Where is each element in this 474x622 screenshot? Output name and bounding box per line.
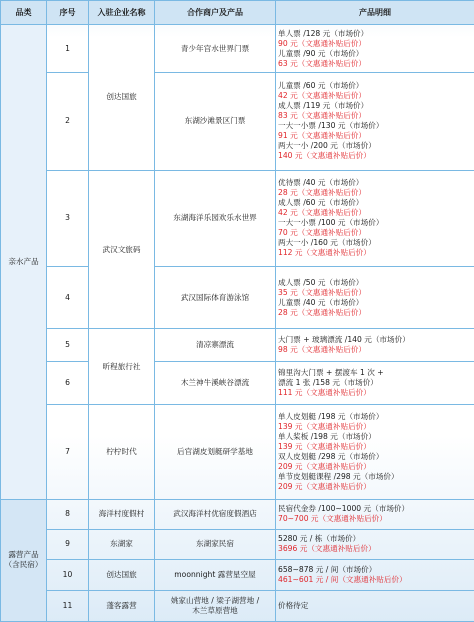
product-details	[276, 559, 474, 590]
merchant-product: 木兰神牛溪峡谷漂流	[155, 361, 276, 405]
subsidy-price-line: 90 元（文惠通补贴后价）	[278, 38, 367, 48]
subsidy-price-line: 111 元（文惠通补贴后价）	[278, 387, 371, 397]
price-line: 单人票 /128 元（市场价）	[278, 28, 369, 38]
category-camping: 露营产品（含民宿）	[1, 499, 47, 621]
enterprise-name: 东湖家	[89, 529, 155, 559]
enterprise-name: 柠柠时代	[89, 405, 155, 499]
row-number: 6	[47, 361, 89, 405]
merchant-product: moonnight 露营星空屋	[155, 559, 276, 590]
header-enterprise: 入驻企业名称	[89, 1, 155, 25]
enterprise-name: 武汉文旅码	[89, 170, 155, 329]
enterprise-name: 蓬客露营	[89, 590, 155, 621]
row-number: 1	[47, 25, 89, 73]
product-details	[276, 590, 474, 621]
merchant-product: 武汉海洋村优宿度假酒店	[155, 499, 276, 529]
table-row	[1, 559, 474, 590]
header-row	[1, 1, 474, 25]
table-row	[1, 405, 474, 499]
product-details	[276, 329, 474, 361]
product-details	[276, 529, 474, 559]
subsidy-price-line: 3696 元（文惠通补贴后价）	[278, 544, 376, 554]
row-number: 5	[47, 329, 89, 361]
subsidy-price-line: 91 元（文惠通补贴后价）	[278, 131, 367, 141]
subsidy-price-line: 139 元（文惠通补贴后价）	[278, 422, 371, 432]
price-line: 儿童票 /90 元（市场价）	[278, 48, 364, 58]
row-number: 9	[47, 529, 89, 559]
product-details	[276, 25, 474, 73]
price-line: 单人桨板 /198 元（市场价）	[278, 432, 376, 442]
row-number: 3	[47, 170, 89, 266]
price-line: 单人皮划艇 /198 元（市场价）	[278, 412, 384, 422]
merchant-product-line: 木兰草原营地	[192, 605, 238, 615]
merchant-product: 东湖沙滩景区门票	[155, 73, 276, 171]
enterprise-name: 昕程旅行社	[89, 329, 155, 405]
subsidy-price-line: 112 元（文惠通补贴后价）	[278, 248, 371, 258]
price-line: 成人票 /50 元（市场价）	[278, 277, 364, 287]
table-row	[1, 25, 474, 73]
table-row	[1, 499, 474, 529]
price-line: 锦里沟大门票 + 摆渡车 1 次 +	[278, 367, 384, 377]
subsidy-price-line: 209 元（文惠通补贴后价）	[278, 482, 371, 492]
subsidy-price-line: 98 元（文惠通补贴后价）	[278, 344, 367, 354]
table-row	[1, 361, 474, 405]
row-number: 2	[47, 73, 89, 171]
product-details	[276, 267, 474, 329]
table-row	[1, 73, 474, 171]
row-number: 10	[47, 559, 89, 590]
subsidy-price-line: 83 元（文惠通补贴后价）	[278, 111, 367, 121]
product-details	[276, 499, 474, 529]
product-details	[276, 170, 474, 266]
price-line: 儿童票 /40 元（市场价）	[278, 297, 364, 307]
header-product-details: 产品明细	[276, 1, 474, 25]
price-line: 漂流 1 张 /158 元（市场价）	[278, 377, 378, 387]
price-line: 成人票 /119 元（市场价）	[278, 101, 369, 111]
price-line: 民宿代金券 /100~1000 元（市场价）	[278, 504, 410, 514]
product-details	[276, 405, 474, 499]
subsidy-price-line: 28 元（文惠通补贴后价）	[278, 307, 367, 317]
row-number: 11	[47, 590, 89, 621]
row-number: 4	[47, 267, 89, 329]
merchant-product	[155, 590, 276, 621]
header-merchant-product: 合作商户及产品	[155, 1, 276, 25]
enterprise-name: 创达国旅	[89, 25, 155, 171]
subsidy-price-line: 70 元（文惠通补贴后价）	[278, 228, 367, 238]
row-number: 8	[47, 499, 89, 529]
subsidy-price-line: 42 元（文惠通补贴后价）	[278, 91, 367, 101]
product-details	[276, 361, 474, 405]
enterprise-name: 创达国旅	[89, 559, 155, 590]
product-details	[276, 73, 474, 171]
subsidy-price-line: 209 元（文惠通补贴后价）	[278, 462, 371, 472]
header-category: 品类	[1, 1, 47, 25]
price-line: 优待票 /40 元（市场价）	[278, 178, 364, 188]
table-row	[1, 529, 474, 559]
category-water: 亲水产品	[1, 25, 47, 500]
table-row	[1, 590, 474, 621]
price-line: 5280 元 / 栋（市场价）	[278, 534, 361, 544]
subsidy-price-line: 461~601 元 / 间（文惠通补贴后价）	[278, 574, 407, 584]
merchant-product-line: 姚家山营地 / 梁子湖营地 /	[170, 595, 260, 605]
subsidy-price-line: 140 元（文惠通补贴后价）	[278, 151, 371, 161]
subsidy-price-line: 28 元（文惠通补贴后价）	[278, 188, 367, 198]
merchant-product: 后官湖皮划艇研学基地	[155, 405, 276, 499]
table-row	[1, 170, 474, 266]
subsidy-price-line: 139 元（文惠通补贴后价）	[278, 442, 371, 452]
merchant-product: 武汉国际体育游泳馆	[155, 267, 276, 329]
enterprise-name: 海洋村度假村	[89, 499, 155, 529]
merchant-product: 东湖海洋乐园欢乐水世界	[155, 170, 276, 266]
price-line: 儿童票 /60 元（市场价）	[278, 81, 364, 91]
price-line: 大门票 + 玻璃漂流 /140 元（市场价）	[278, 334, 410, 344]
price-line: 两大一小 /200 元（市场价）	[278, 141, 376, 151]
table-row	[1, 267, 474, 329]
subsidy-price-line: 35 元（文惠通补贴后价）	[278, 287, 367, 297]
merchant-product: 青少年宫水世界门票	[155, 25, 276, 73]
price-line: 单节皮划艇课程 /298 元（市场价）	[278, 472, 399, 482]
merchant-product: 东湖家民宿	[155, 529, 276, 559]
subsidy-price-line: 63 元（文惠通补贴后价）	[278, 58, 367, 68]
price-line: 一大一小票 /100 元（市场价）	[278, 218, 384, 228]
price-line: 两大一小 /160 元（市场价）	[278, 238, 376, 248]
subsidy-price-line: 42 元（文惠通补贴后价）	[278, 208, 367, 218]
price-line: 658~878 元 / 间（市场价）	[278, 564, 377, 574]
merchant-product: 清凉寨漂流	[155, 329, 276, 361]
row-number: 7	[47, 405, 89, 499]
price-line: 成人票 /60 元（市场价）	[278, 198, 364, 208]
price-line: 价格待定	[278, 600, 309, 610]
subsidy-price-line: 70~700 元（文惠通补贴后价）	[278, 514, 387, 524]
price-line: 双人皮划艇 /298 元（市场价）	[278, 452, 384, 462]
price-line: 一大一小票 /130 元（市场价）	[278, 121, 384, 131]
table-row	[1, 329, 474, 361]
header-number: 序号	[47, 1, 89, 25]
